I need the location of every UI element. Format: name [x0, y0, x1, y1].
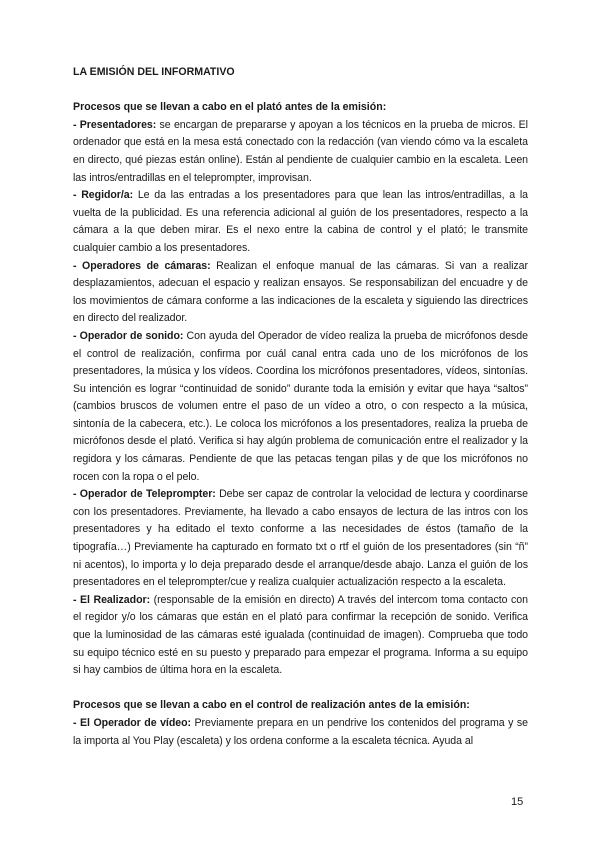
- paragraph-regidor: [73, 187, 528, 257]
- page-number: 15: [511, 796, 524, 808]
- role-label: - El Realizador:: [73, 593, 151, 606]
- role-description: Con ayuda del Operador de vídeo realiza la prueba de micrófonos desde el control de realización, confirma por cuál canal entra cada uno de los micrófonos de los presentadores, la música y los vídeos. Coordina los micrófonos presentadores, vídeos, sintonías. Su intención es lograr “continuidad de sonido” durante toda la emisión y evitar que haya “saltos” (cambios bruscos de volumen entre el paso de un vídeo a otro, o con respecto a la música, sintonía de la cabecera, etc.). Le coloca los micrófonos a los presentadores, realiza la prueba de micrófonos desde el plató. Verifica si hay algún problema de comunicación entre el realizador y la regidora y los cámaras. Pendiente de que las petacas tengan pilas y de que los micrófonos no rocen con la ropa o el pelo.: [73, 329, 528, 483]
- role-label: - Operador de Teleprompter:: [73, 488, 216, 501]
- section-control-realizacion: [73, 697, 528, 750]
- role-label: - Presentadores:: [73, 118, 157, 131]
- role-label: - Operadores de cámaras:: [73, 259, 211, 272]
- document-page: [73, 64, 528, 750]
- paragraph-operador-sonido: [73, 328, 528, 486]
- section-spacer: [73, 680, 528, 698]
- role-description: Realizan el enfoque manual de las cámaras. Si van a realizar desplazamientos, adecuan el espacio y realizan ensayos. Se responsabilizan del encuadre y de los movimientos de cámara conforme a las indicaciones de la escaleta y siguiendo las directrices en directo del realizador.: [73, 259, 528, 325]
- paragraph-operador-video: [73, 715, 528, 750]
- role-description: se encargan de prepararse y apoyan a los técnicos en la prueba de micros. El ordenador que está en la mesa está conectado con la redacción (van viendo cómo va la escaleta en directo, qué piezas están online). Están al pendiente de cualquier cambio en la escaleta. Leen las intros/entradillas en el teleprompter, improvisan.: [73, 118, 528, 184]
- role-label: - Operador de sonido:: [73, 329, 184, 342]
- paragraph-operadores-camaras: [73, 258, 528, 328]
- section-plato: [73, 99, 528, 680]
- role-label: - Regidor/a:: [73, 189, 134, 202]
- role-description: (responsable de la emisión en directo) A través del intercom toma contacto con el regidor y/o los cámaras que están en el plató para confirmar la recepción de sonido. Verifica que la luminosidad de las cámaras esté igualada (continuidad de imagen). Comprueba que todo su equipo técnico esté en su puesto y preparado para empezar el programa. Informa a su equipo si hay cambios de última hora en la escaleta.: [73, 593, 528, 677]
- section-heading: Procesos que se llevan a cabo en el control de realización antes de la emisión:: [73, 699, 470, 712]
- document-title: LA EMISIÓN DEL INFORMATIVO: [73, 66, 235, 78]
- paragraph-realizador: [73, 592, 528, 680]
- section-heading: Procesos que se llevan a cabo en el plató antes de la emisión:: [73, 101, 387, 114]
- paragraph-presentadores: [73, 117, 528, 187]
- paragraph-operador-teleprompter: [73, 486, 528, 592]
- role-description: Debe ser capaz de controlar la velocidad de lectura y coordinarse con los presentadores. Previamente, ha llevado a cabo ensayos de lectura de las intros con los presentadores y ha editado el texto conforme a las necesidades de éstos (tamaño de la tipografía…) Previamente ha capturado en formato txt o rtf el guión de los presentadores (sin “ñ” ni acentos), lo importa y lo deja preparado desde el arranque/desde abajo. Lanza el guión de los presentadores en el teleprompter/cue y realiza cualquier actualización respecto a la escaleta.: [73, 488, 528, 589]
- role-label: - El Operador de vídeo:: [73, 716, 191, 729]
- role-description: Previamente prepara en un pendrive los contenidos del programa y se la importa al You Play (escaleta) y los ordena conforme a la escaleta técnica. Ayuda al: [73, 716, 528, 747]
- role-description: Le da las entradas a los presentadores para que lean las intros/entradillas, a la vuelta de la publicidad. Es una referencia adicional al guión de los presentadores, respecto a la cámara a la que deben mirar. Es el nexo entre la cabina de control y el plató; le transmite cualquier cambio a los presentadores.: [73, 189, 528, 254]
